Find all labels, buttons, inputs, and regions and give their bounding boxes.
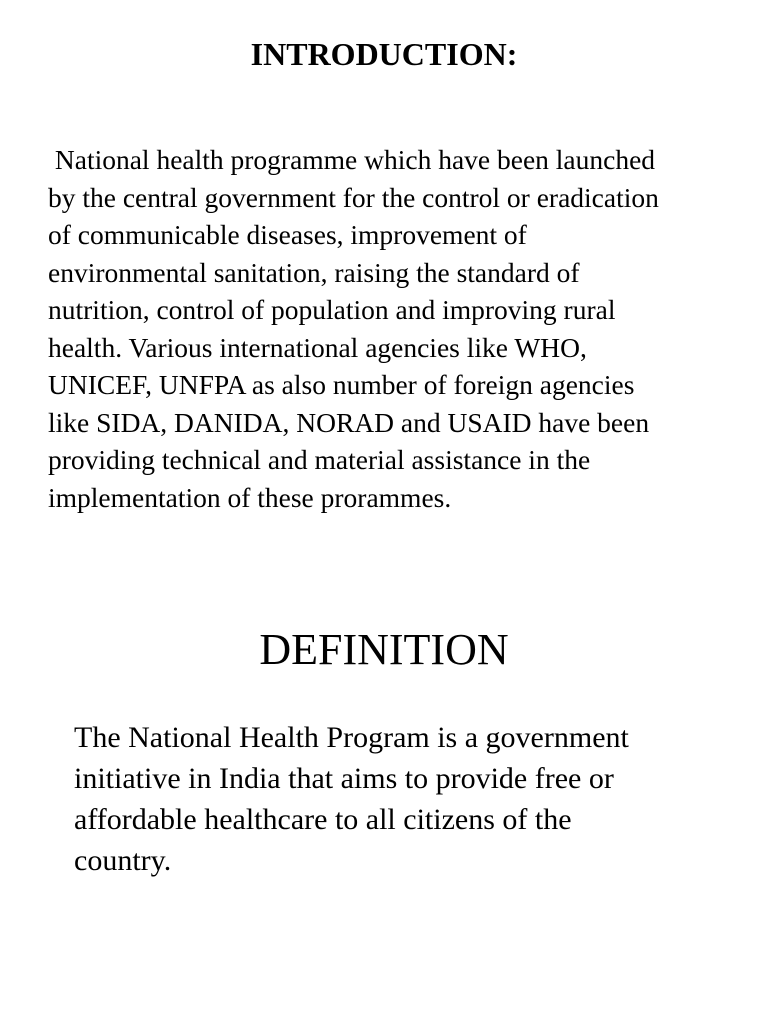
introduction-line: providing technical and material assistance in the [48,444,591,475]
introduction-line: by the central government for the control or eradication [48,181,659,213]
introduction-line: implementation of these prorammes. [48,481,452,513]
introduction-line: National health programme which have been launched [48,144,656,175]
introduction-heading: INTRODUCTION: [250,36,518,72]
definition-heading: DEFINITION [259,625,509,674]
introduction-line: of communicable diseases, improvement of [48,219,527,250]
definition-line: initiative in India that aims to provide free or [74,762,614,795]
introduction-line: environmental sanitation, raising the standard of [48,256,580,288]
definition-line: affordable healthcare to all citizens of the [74,803,572,836]
definition-line: country. [74,844,172,877]
introduction-paragraph [48,141,748,516]
introduction-line: health. Various international agencies like WHO, [48,331,587,363]
introduction-line: nutrition, control of population and improving rural [48,294,616,325]
definition-paragraph [74,717,754,881]
introduction-line: UNICEF, UNFPA as also number of foreign agencies [48,369,635,400]
definition-line: The National Health Program is a government [74,721,629,754]
introduction-line: like SIDA, DANIDA, NORAD and USAID have been [48,406,650,438]
